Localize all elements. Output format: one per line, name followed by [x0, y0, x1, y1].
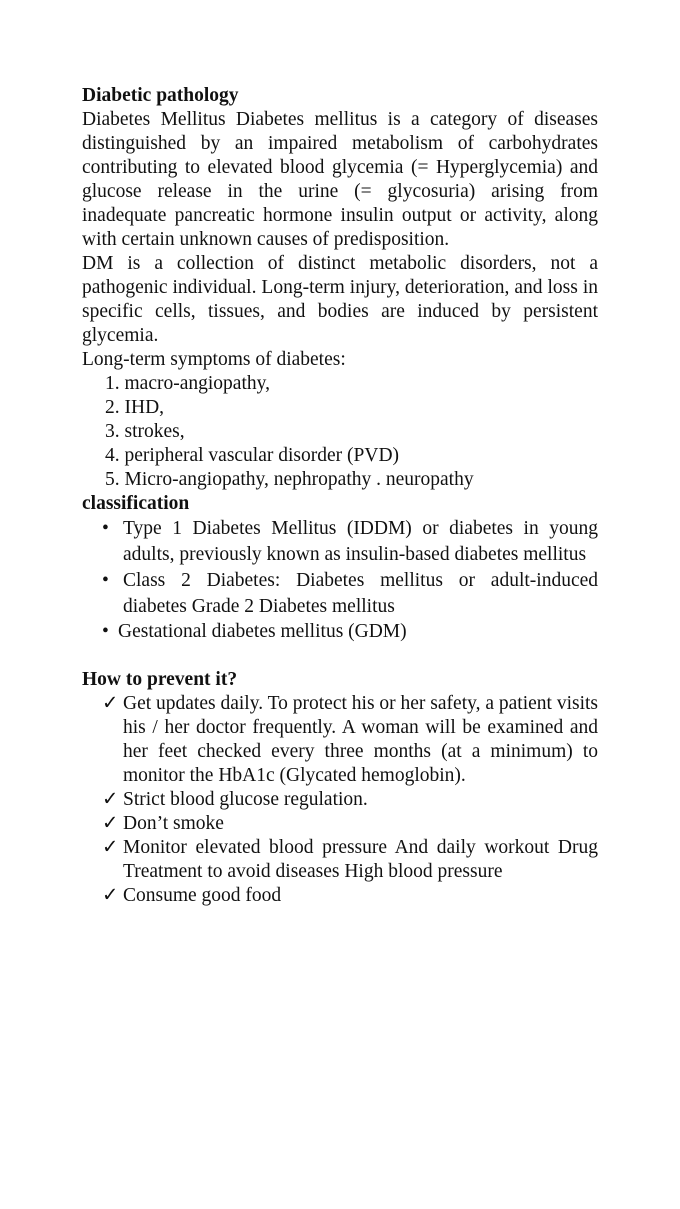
- symptom-item: 4. peripheral vascular disorder (PVD): [105, 445, 400, 466]
- symptoms-intro: Long-term symptoms of diabetes:: [82, 349, 346, 370]
- paragraph-dm-collection: DM is a collection of distinct metabolic disorders, not a pathogenic individual. Long-term injury, deterioration, and loss in specific cells, tissues, and bodies are induced by persistent glycemia.: [82, 253, 598, 346]
- symptom-item: 2. IHD,: [105, 397, 165, 418]
- prevention-item-text: Strict blood glucose regulation.: [123, 789, 368, 810]
- prevention-list: [82, 692, 598, 908]
- checkmark-icon: ✓: [102, 885, 119, 906]
- classification-item-text: Gestational diabetes mellitus (GDM): [118, 621, 407, 642]
- checkmark-icon: ✓: [102, 837, 119, 858]
- classification-item: [82, 620, 598, 644]
- prevention-item: [82, 788, 598, 812]
- prevention-item: [82, 692, 598, 788]
- checkmark-icon: ✓: [102, 693, 119, 714]
- symptom-item: 3. strokes,: [105, 421, 185, 442]
- symptom-item: 1. macro-angiopathy,: [105, 373, 270, 394]
- section-heading-diabetic-pathology: Diabetic pathology: [82, 85, 239, 106]
- bullet-icon: •: [102, 621, 109, 642]
- section-heading-classification: classification: [82, 493, 190, 514]
- classification-item: [82, 516, 598, 568]
- symptoms-list: [82, 372, 598, 492]
- prevention-item-text: Consume good food: [123, 885, 282, 906]
- checkmark-icon: ✓: [102, 789, 119, 810]
- checkmark-icon: ✓: [102, 813, 119, 834]
- bullet-icon: •: [102, 570, 109, 591]
- prevention-item-text: Get updates daily. To protect his or her safety, a patient visits his / her doctor frequently. A woman will be examined and her feet checked every three months (at a minimum) to monitor the HbA1c (Glycated hemoglobin).: [123, 693, 598, 786]
- classification-list: [82, 516, 598, 644]
- section-spacer: [82, 644, 598, 668]
- section-heading-prevention: How to prevent it?: [82, 669, 238, 690]
- prevention-item: [82, 884, 598, 908]
- classification-item: [82, 568, 598, 620]
- symptom-item: 5. Micro-angiopathy, nephropathy . neuropathy: [105, 469, 474, 490]
- bullet-icon: •: [102, 518, 109, 539]
- classification-item-text: Class 2 Diabetes: Diabetes mellitus or adult-induced diabetes Grade 2 Diabetes mellitus: [123, 570, 598, 617]
- prevention-item-text: Don’t smoke: [123, 813, 224, 834]
- classification-item-text: Type 1 Diabetes Mellitus (IDDM) or diabetes in young adults, previously known as insulin-based diabetes mellitus: [123, 518, 598, 565]
- paragraph-definition: Diabetes Mellitus Diabetes mellitus is a category of diseases distinguished by an impaired metabolism of carbohydrates contributing to elevated blood glycemia (= Hyperglycemia) and glucose release in the urine (= glycosuria) arising from inadequate pancreatic hormone insulin output or activity, along with certain unknown causes of predisposition.: [82, 109, 598, 250]
- document-page: [82, 84, 598, 908]
- prevention-item: [82, 812, 598, 836]
- prevention-item-text: Monitor elevated blood pressure And daily workout Drug Treatment to avoid diseases High blood pressure: [123, 837, 598, 882]
- prevention-item: [82, 836, 598, 884]
